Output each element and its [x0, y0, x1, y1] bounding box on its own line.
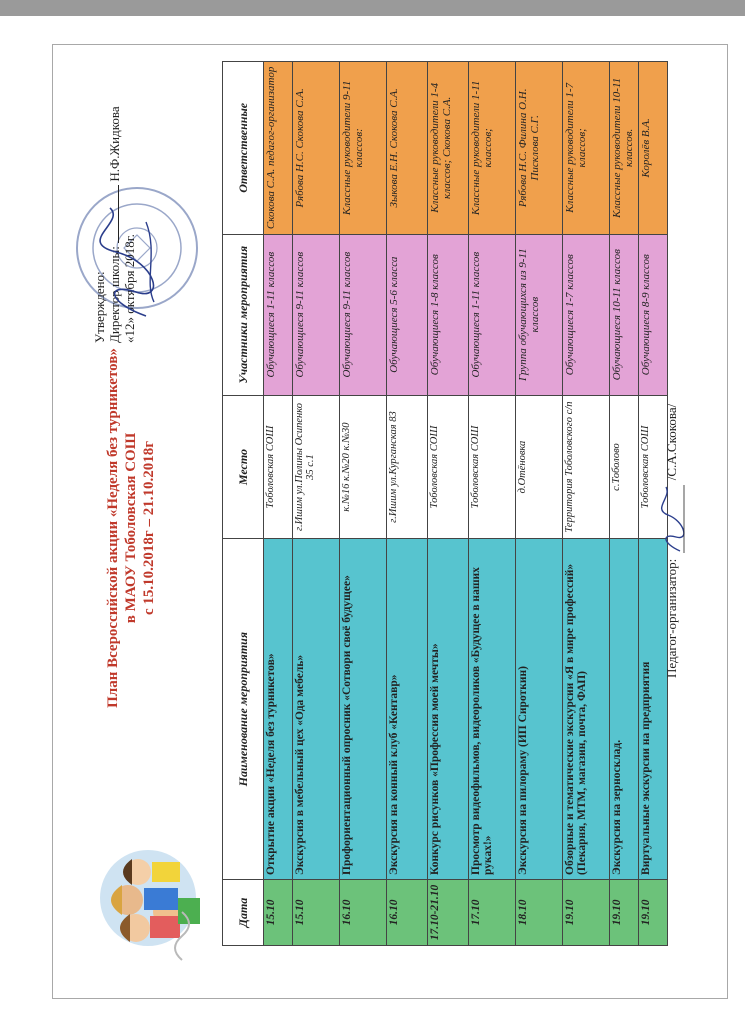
cell-participants: Обучающиеся 1-8 классов — [428, 234, 469, 395]
cell-place: Тоболовская СОШ — [469, 395, 516, 539]
approval-line-1: Утверждено: — [92, 271, 107, 343]
cell-event: Открытие акции «Неделя без турникетов» — [264, 539, 293, 880]
scan-edge-strip — [0, 0, 745, 16]
cell-place: Тоболовская СОШ — [639, 395, 668, 539]
cell-event: Конкурс рисунков «Профессия моей мечты» — [428, 539, 469, 880]
cell-responsible: Классные руководители 1-4 классов; Скокова С.А. — [428, 62, 469, 235]
cell-event: Экскурсия на конный клуб «Кентавр» — [387, 539, 428, 880]
cell-event: Профориентационный опросник «Сотвори своё будущее» — [340, 539, 387, 880]
table-row — [387, 62, 428, 946]
cell-responsible: Скокова С.А. педагог-организатор — [264, 62, 293, 235]
cell-participants: Обучающиеся 10-11 классов — [610, 234, 639, 395]
cell-date: 17.10-21.10 — [428, 879, 469, 945]
table-row — [610, 62, 639, 946]
cell-responsible: Рябова Н.С. Филина О.Н. Писклова С.Г. — [516, 62, 563, 235]
table-row — [340, 62, 387, 946]
cell-participants: Обучающиеся 1-11 классов — [469, 234, 516, 395]
cell-place: Тоболовская СОШ — [264, 395, 293, 539]
cell-place: с.Тоболово — [610, 395, 639, 539]
cell-place: Тоболовская СОШ — [428, 395, 469, 539]
header-responsible: Ответственные — [223, 62, 264, 235]
header-participants: Участники мероприятия — [223, 234, 264, 395]
organizer-signature-line — [658, 404, 688, 678]
cell-place: г.Ишим ул.Полины Осипенко 35 с.1 — [293, 395, 340, 539]
approval-date: «12» октября 2018г. — [122, 234, 137, 343]
cell-event: Виртуальные экскурсии на предприятия — [639, 539, 668, 880]
cell-date: 16.10 — [387, 879, 428, 945]
cell-responsible: Зыкова Е.Н. Скокова С.А. — [387, 62, 428, 235]
organizer-signature — [658, 484, 688, 556]
organizer-name: /С.А.Скокова/ — [663, 403, 679, 481]
title-line-3: с 15.10.2018г – 21.10.2018г — [141, 440, 157, 616]
header-date: Дата — [223, 879, 264, 945]
approval-director-name: Н.Ф.Жидкова — [107, 106, 122, 182]
cell-responsible: Рябова Н.С. Скокова С.А. — [293, 62, 340, 235]
cell-date: 15.10 — [293, 879, 340, 945]
cell-participants: Обучающиеся 1-7 классов — [563, 234, 610, 395]
cell-responsible: Классные руководители 10-11 классов. — [610, 62, 639, 235]
cell-place: г.Ишим ул.Курганская 83 — [387, 395, 428, 539]
cell-responsible: Классные руководители 1-11 классов; — [469, 62, 516, 235]
cell-place: Территория Тоболовского с/п — [563, 395, 610, 539]
cell-participants: Обучающиеся 5-6 класса — [387, 234, 428, 395]
table-header-row — [223, 62, 264, 946]
cell-participants: Обучающиеся 9-11 классов — [293, 234, 340, 395]
cell-event: Экскурсия в мебельный цех «Ода мебель» — [293, 539, 340, 880]
cell-event: Экскурсия на зерносклад. — [610, 539, 639, 880]
cell-date: 17.10 — [469, 879, 516, 945]
cell-event: Просмотр видеофильмов, видеороликов «Будущее в наших руках!» — [469, 539, 516, 880]
cell-event: Экскурсия на пилораму (ИП Сироткин) — [516, 539, 563, 880]
header-place: Место — [223, 395, 264, 539]
cell-place: д.Отёновка — [516, 395, 563, 539]
cell-event: Обзорные и тематические экскурсии «Я в мире профессий» (Пекарня, МТМ, магазин, почта, ФАП) — [563, 539, 610, 880]
organizer-label: Педагог-организатор: — [663, 558, 679, 678]
director-signature — [96, 202, 166, 322]
cell-date: 16.10 — [340, 879, 387, 945]
cell-place: к.№16 к.№20 к.№30 — [340, 395, 387, 539]
table-row — [293, 62, 340, 946]
cell-participants: Обучающиеся 9-11 классов — [340, 234, 387, 395]
plan-title — [104, 328, 158, 728]
cell-participants: Обучающиеся 1-11 классов — [264, 234, 293, 395]
table-row — [264, 62, 293, 946]
cell-participants: Группа обучающихся из 9-11 классов — [516, 234, 563, 395]
cell-participants: Обучающиеся 8-9 классов — [639, 234, 668, 395]
table-row — [469, 62, 516, 946]
cell-date: 19.10 — [639, 879, 668, 945]
table-row — [428, 62, 469, 946]
cell-responsible: Королёв В.А. — [639, 62, 668, 235]
approval-position: Директор школы: — [107, 246, 122, 343]
title-line-2: в МАОУ Тоболовская СОШ — [123, 432, 139, 624]
children-illustration — [86, 838, 206, 968]
table-row — [563, 62, 610, 946]
cell-date: 19.10 — [610, 879, 639, 945]
cell-date: 19.10 — [563, 879, 610, 945]
header-event: Наименование мероприятия — [223, 539, 264, 880]
cell-date: 15.10 — [264, 879, 293, 945]
rotated-document — [86, 48, 736, 1008]
table-row — [516, 62, 563, 946]
cell-date: 18.10 — [516, 879, 563, 945]
title-line-1: План Всероссийской акции «Неделя без турникетов» — [105, 348, 121, 708]
plan-table — [222, 61, 668, 946]
cell-responsible: Классные руководители 9-11 классов: — [340, 62, 387, 235]
cell-responsible: Классные руководители 1-7 классов; — [563, 62, 610, 235]
